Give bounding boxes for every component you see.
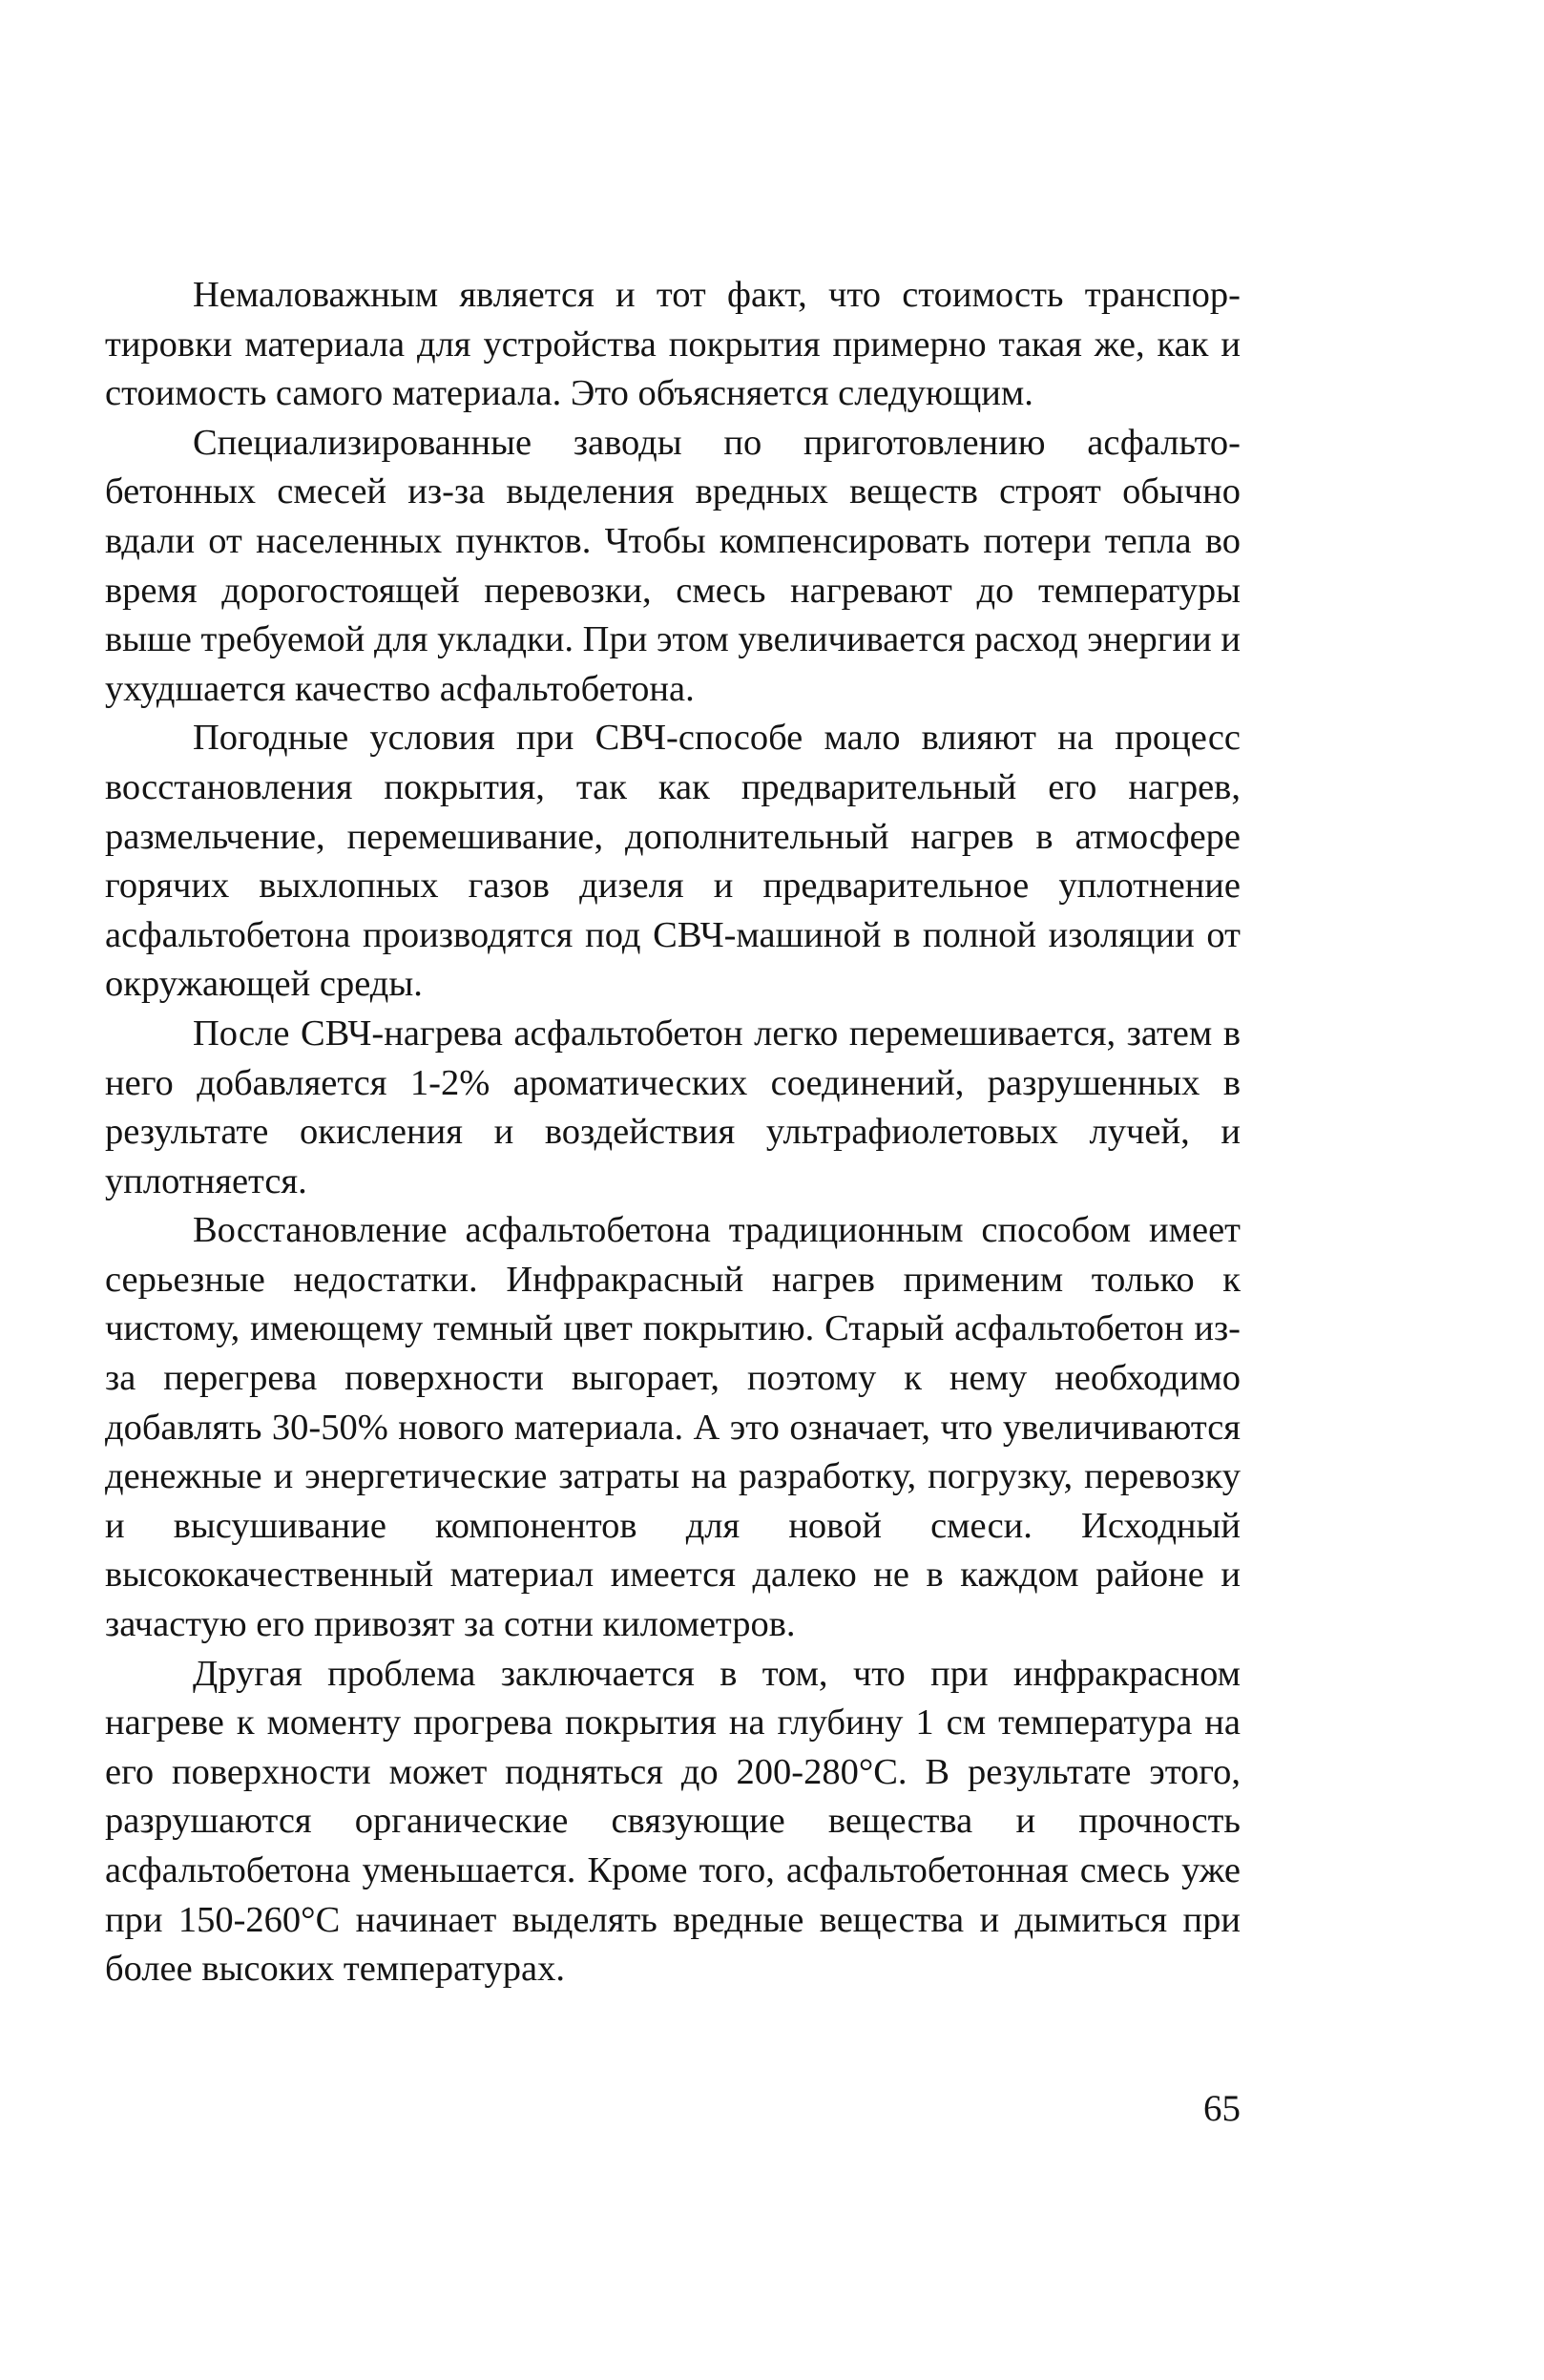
paragraph-infrared-problem: Другая проблема заключается в том, что при инфракрасном нагреве к моменту прогрева покрытия на глубину 1 см температура на его поверхности может подняться до 200-280°С. В результате этого, разрушаются органические связующие вещества и прочность асфальтобетона уменьшается. Кроме того, асфальтобетонная смесь уже при 150-260°С начинает выделять вредные вещества и дымиться при более высоких температурах.	[105, 1653, 1241, 1990]
paragraph-transport-cost: Немаловажным является и тот факт, что стоимость транспортировки материала для устройства покрытия примерно такая же, как и стоимость самого материала. Это объясняется следующим.	[105, 275, 1241, 414]
page-number: 65	[1203, 2088, 1241, 2129]
body-text	[105, 271, 1241, 1994]
paragraph-weather-conditions: Погодные условия при СВЧ-способе мало влияют на процесс восстановления покрытия, так как предварительный его нагрев, размельчение, перемешивание, дополнительный нагрев в атмосфере горячих выхлопных газов дизеля и предварительное уплотнение асфальтобетона производятся под СВЧ-машиной в полной изоляции от окружающей среды.	[105, 718, 1241, 1005]
paragraph-traditional-method: Восстановление асфальтобетона традиционным способом имеет серьезные недостатки. Инфракрасный нагрев применим только к чистому, имеющему темный цвет покрытию. Старый асфальтобетон из-за перегрева поверхности выгорает, поэтому к нему необходимо добавлять 30-50% нового материала. А это означает, что увеличиваются денежные и энергетические затраты на разработку, погрузку, перевозку и высушивание компонентов для новой смеси. Исходный высококачественный материал имеется далеко не в каждом районе и зачастую его привозят за сотни километров.	[105, 1210, 1241, 1645]
paragraph-microwave-heating: После СВЧ-нагрева асфальтобетон легко перемешивается, затем в него добавляется 1-2% ароматических соединений, разрушенных в результате окисления и воздействия ультрафиолетовых лучей, и уплотняется.	[105, 1013, 1241, 1201]
paragraph-plant-location: Специализированные заводы по приготовлению асфальтобетонных смесей из-за выделения вредных веществ строят обычно вдали от населенных пунктов. Чтобы компенсировать потери тепла во время дорогостоящей перевозки, смесь нагревают до температуры выше требуемой для укладки. При этом увеличивается расход энергии и ухудшается качество асфальтобетона.	[105, 422, 1241, 709]
